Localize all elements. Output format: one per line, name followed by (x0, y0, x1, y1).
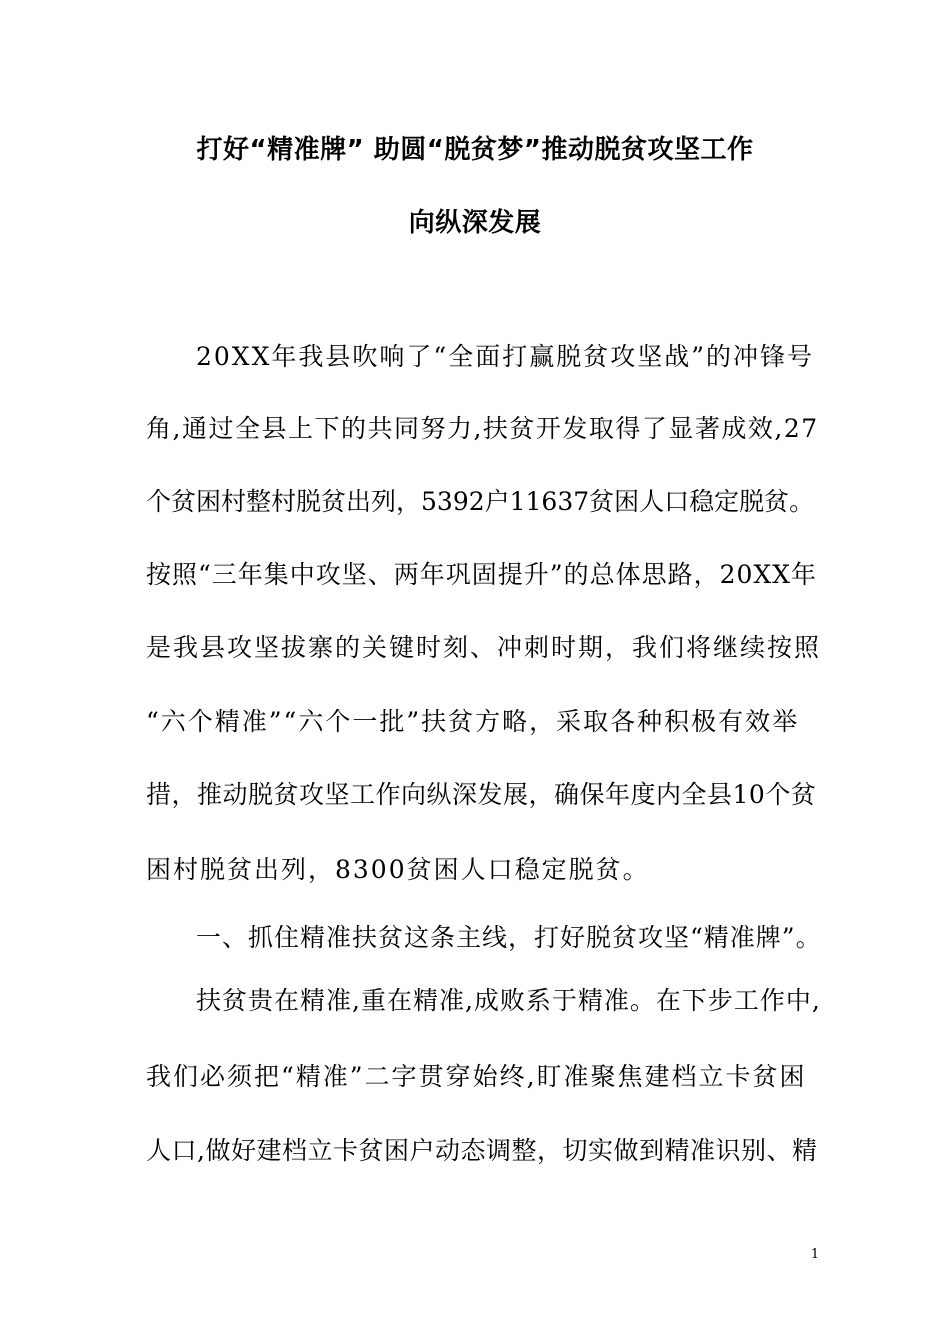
body-line-4: 按照“三年集中攻坚、两年巩固提升”的总体思路，20XX年 (146, 560, 817, 589)
body-line-8: 困村脱贫出列，8300贫困人口稳定脱贫。 (146, 855, 650, 884)
body-line-2: 角,通过全县上下的共同努力,扶贫开发取得了显著成效,27 (146, 414, 819, 443)
body-line-12: 人口,做好建档立卡贫困户动态调整，切实做到精准识别、精 (146, 1136, 818, 1165)
section-heading-1: 一、抓住精准扶贫这条主线，打好脱贫攻坚“精准牌”。 (196, 923, 822, 952)
body-line-11: 我们必须把“精准”二字贯穿始终,盯准聚焦建档立卡贫困 (146, 1062, 807, 1091)
document-title-line-2: 向纵深发展 (408, 208, 542, 238)
body-line-5: 是我县攻坚拔寨的关键时刻、冲刺时期，我们将继续按照 (146, 633, 822, 662)
body-line-7: 措，推动脱贫攻坚工作向纵深发展，确保年度内全县10个贫 (146, 780, 817, 809)
body-line-6: “六个精准”“六个一批”扶贫方略，采取各种积极有效举 (146, 707, 800, 736)
body-line-3: 个贫困村整村脱贫出列，5392户11637贫困人口稳定脱贫。 (146, 487, 815, 516)
page-number: 1 (810, 1247, 820, 1262)
body-line-10: 扶贫贵在精准,重在精准,成败系于精准。在下步工作中, (196, 986, 821, 1015)
document-title-line-1: 打好“精准牌” 助圆“脱贫梦”推动脱贫攻坚工作 (196, 135, 754, 165)
body-line-1: 20XX年我县吹响了“全面打赢脱贫攻坚战”的冲锋号 (196, 342, 814, 371)
